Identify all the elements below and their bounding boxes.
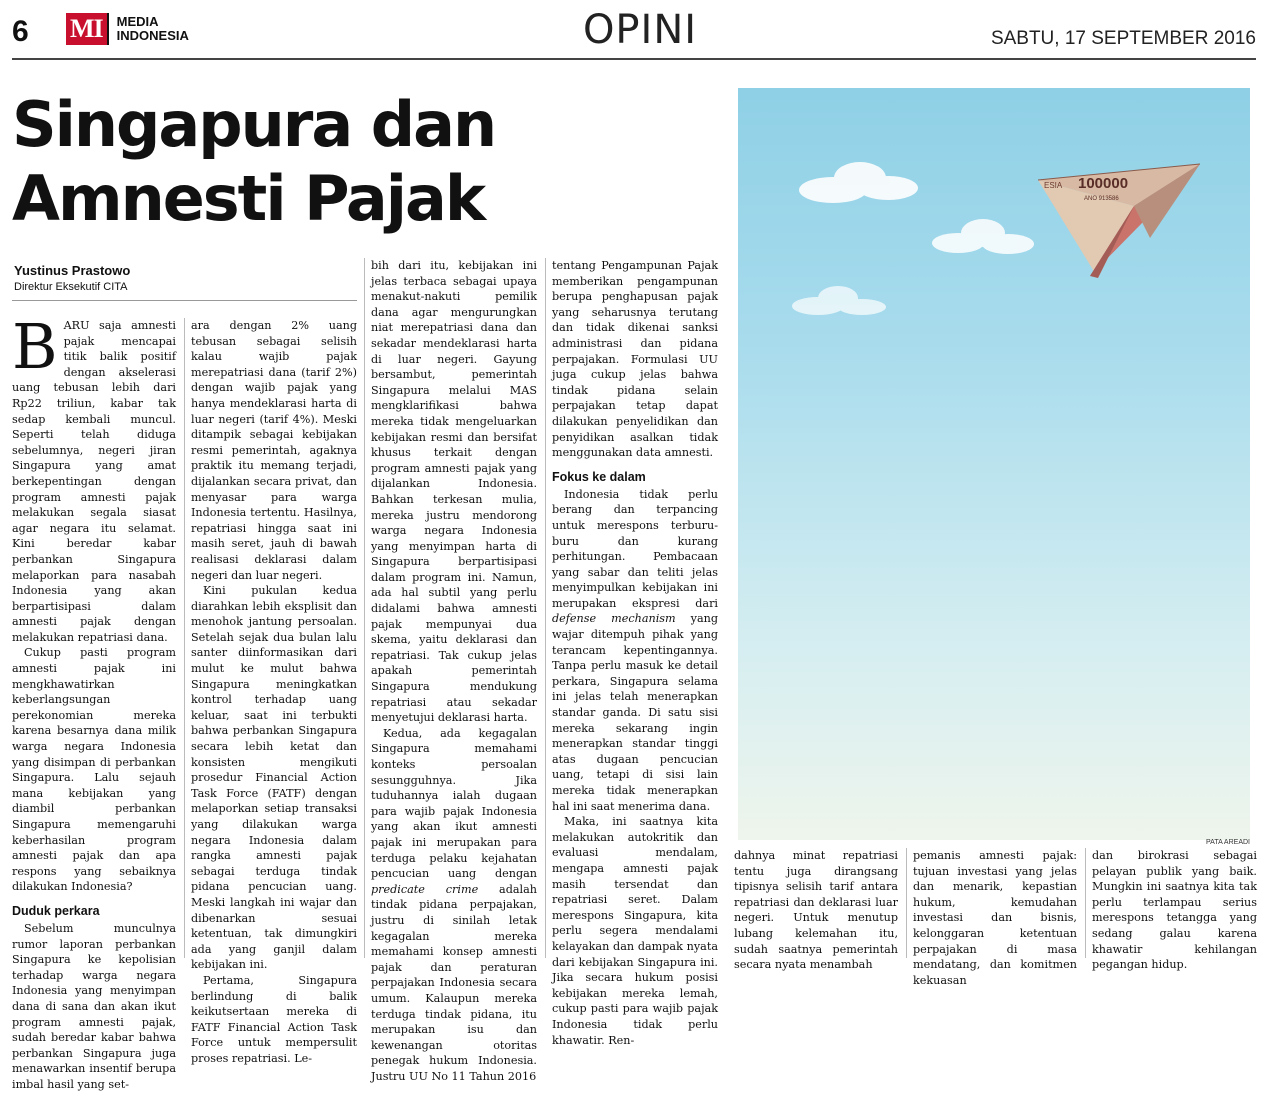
- paragraph-text: Kedua, ada kegagalan Singapura memahami konteks persoalan sesungguhnya. Jika tuduhannya ialah dugaan para wajib pajak Indonesia yang akan ikut amnesti pajak ini merupakan para terduga pelaku kejahatan pencucian uang dengan: [371, 726, 537, 881]
- section-title: OPINI: [582, 7, 698, 53]
- paragraph: pemanis amnesti pajak: tujuan investasi yang jelas dan menarik, kepastian hukum, kemudahan investasi dan bisnis, kelonggaran ketentuan perpajakan di masa mendatang, dan komitmen kekuasan: [913, 849, 1077, 987]
- banknote-paper-plane: [1038, 164, 1200, 278]
- cloud: [799, 162, 918, 203]
- italic-term: predicate crime: [371, 882, 479, 896]
- paragraph: Maka, ini saatnya kita melakukan autokritik dan evaluasi mendalam, mengapa amnesti pajak masih tersendat dan repatriasi seret. Dalam merespons Singapura, kita perlu segera mendalami kelayakan dan dampak nyata dari kebijakan Singapura ini. Jika secara hukum posisi kebijakan mereka lemah, cukup pasti para wajib pajak Indonesia tidak perlu khawatir. Ren-: [552, 815, 718, 1047]
- article-column-5: [734, 848, 898, 973]
- banknote-denomination: 100000: [1078, 175, 1129, 192]
- logo-line-2: INDONESIA: [116, 28, 189, 43]
- banknote-edge-text: ESIA: [1044, 181, 1063, 190]
- paragraph: [371, 726, 537, 1085]
- article-column-4: [552, 258, 718, 1048]
- paragraph-text: ARU saja amnesti pajak mencapai titik balik positif dengan akselerasi uang tebusan lebih dari Rp22 triliun, kabar tak sedap kembali muncul. Seperti telah diduga sebelumnya, negeri jiran Singapura yang amat berkepentingan dengan program amnesti pajak melakukan segala siasat agar negara itu selamat. Kini beredar kabar perbankan Singapura melaporkan para nasabah Indonesia yang akan berpartisipasi dalam amnesti pajak dengan melakukan repatriasi dana.: [12, 319, 176, 644]
- subheading: Fokus ke dalam: [552, 469, 646, 484]
- paragraph: tentang Pengampunan Pajak memberikan pengampunan berupa penghapusan pajak yang seharusnya terutang dan tidak dikenai sanksi administrasi dan pidana perpajakan. Formulasi UU juga cukup jelas bahwa tindak pidana selain perpajakan tetap dapat dilakukan penyelidikan dan penyidikan asalkan tidak menggunakan data amnesti.: [552, 259, 718, 460]
- paragraph: Pertama, Singapura berlindung di balik keikutsertaan mereka di FATF Financial Action Task Force untuk mempersulit proses repatriasi. Le-: [191, 973, 357, 1065]
- paragraph: Cukup pasti program amnesti pajak ini mengkhawatirkan keberlangsungan perekonomian mereka karena besarnya dana milik warga negara Indonesia yang disimpan di perbankan Singapura. Lalu sejauh mana kebijakan yang diambil perbankan Singapura memengaruhi keberhasilan program amnesti pajak dan apa respons yang sebaiknya dilakukan Indonesia?: [12, 646, 176, 894]
- media-indonesia-logo: [66, 12, 187, 46]
- drop-cap: B: [12, 310, 58, 383]
- column-divider: [906, 848, 907, 958]
- illustration: [738, 88, 1250, 840]
- column-divider: [1085, 848, 1086, 958]
- paragraph: Sebelum munculnya rumor laporan perbankan Singapura ke kepolisian terhadap warga negara Indonesia yang menyimpan dana di sana dan akan ikut program amnesti pajak, sudah beredar kabar bahwa perbankan Singapura juga menawarkan insentif berupa imbal hasil yang set-: [12, 921, 176, 1091]
- illustration-credit: PATA AREADI: [1206, 839, 1250, 846]
- article-column-2: [191, 318, 357, 1067]
- banknote-serial: ANO 913586: [1084, 196, 1119, 202]
- paragraph-text: adalah tindak pidana perpajakan, justru di sinilah letak kegagalan mereka memahami konsep amnesti pajak dan peraturan perpajakan Indonesia secara umum. Kalaupun mereka terduga tindak pidana, itu merupakan isu dan kewenangan otoritas penegak hukum Indonesia. Justru UU No 11 Tahun 2016: [371, 882, 538, 1083]
- issue-date: SABTU, 17 SEPTEMBER 2016: [990, 28, 1256, 49]
- headline: [12, 88, 722, 236]
- headline-line-1: Singapura dan: [12, 88, 496, 161]
- author-name: Yustinus Prastowo: [14, 263, 131, 278]
- paragraph-text: yang wajar ditempuh pihak yang terancam kepentingannya. Tanpa perlu masuk ke detail perkara, Singapura selama ini jelas telah menerapkan standar ganda. Di satu sisi mereka sekarang ingin menerapkan standar tinggi atas dugaan pencucian uang, tetapi di sisi lain mereka tidak menerapkan hal ini saat menerima dana.: [552, 612, 718, 813]
- header-rule: [12, 58, 1256, 60]
- column-divider: [364, 258, 365, 958]
- article-column-6: [913, 848, 1077, 988]
- column-divider: [184, 318, 185, 958]
- subheading: Duduk perkara: [12, 903, 100, 918]
- paragraph: [552, 487, 718, 814]
- paragraph: dahnya minat repatriasi tentu juga dirangsang tipisnya selisih tarif antara repatriasi dan deklarasi luar negeri. Untuk menutup lubang kelemahan itu, sudah saatnya pemerintah secara nyata menambah: [734, 849, 898, 972]
- article-column-1: [12, 310, 176, 1093]
- page-number: 6: [12, 15, 29, 48]
- article-column-7: [1092, 848, 1257, 973]
- logo-wordmark: [117, 15, 187, 43]
- article-column-3: [371, 258, 537, 1084]
- logo-line-1: MEDIA: [116, 14, 159, 29]
- paragraph-text: Indonesia tidak perlu berang dan terpancing untuk merespons terburu-buru dan kurang perhitungan. Pembacaan yang sabar dan teliti jelas menyimpulkan kebijakan ini merupakan ekspresi dari: [552, 487, 718, 610]
- illustration-art: [738, 88, 1250, 840]
- logo-divider: [107, 13, 109, 45]
- paragraph: [12, 310, 176, 645]
- paragraph: dan birokrasi sebagai pelayan publik yang baik. Mungkin ini saatnya kita tak perlu terlampau serius merespons tetangga yang sedang galau karena khawatir kehilangan pegangan hidup.: [1092, 849, 1257, 972]
- paragraph: Kini pukulan kedua diarahkan lebih eksplisit dan menohok jantung persoalan. Setelah sejak dua bulan lalu santer diinformasikan dari mulut ke mulut bahwa Singapura meningkatkan kontrol terhadap uang keluar, saat ini terbukti bahwa perbankan Singapura secara lebih ketat dan konsisten mengikuti prosedur Financial Action Task Force (FATF) dengan melaporkan setiap transaksi yang dilakukan warga negara Indonesia dalam rangka amnesti pajak sebagai terduga tindak pidana pencucian uang. Meski langkah ini wajar dan dibenarkan sesuai ketentuan, tak dimungkiri ada yang ganjil dalam kebijakan ini.: [191, 584, 357, 972]
- cloud: [932, 219, 1034, 254]
- author-role: Direktur Eksekutif CITA: [14, 281, 128, 293]
- paragraph: ara dengan 2% uang tebusan sebagai selisih kalau wajib pajak merepatriasi dana (tarif 2%) dengan wajib pajak yang hanya mendeklarasi harta di luar negeri (tarif 4%). Meski ditampik sebagai kebijakan resmi pemerintah, agaknya praktik itu memang terjadi, dijalankan secara privat, dan menyasar para warga Indonesia tertentu. Hasilnya, repatriasi hingga saat ini masih seret, jauh di bawah realisasi deklarasi dalam negeri dan luar negeri.: [191, 319, 357, 582]
- byline-rule: [12, 300, 357, 301]
- italic-term: defense mechanism: [552, 612, 676, 626]
- column-divider: [545, 258, 546, 958]
- paragraph: bih dari itu, kebijakan ini jelas terbaca sebagai upaya menakut-nakuti pemilik dana agar mengurungkan niat merepatriasi dana dan sekadar mendeklarasi harta di luar negeri. Gayung bersambut, pemerintah Singapura melalui MAS mengklarifikasi bahwa mereka tidak mengeluarkan kebijakan resmi dan bersifat khusus terkait dengan program amnesti pajak yang dijalankan Indonesia. Bahkan terkesan mulia, mereka justru mendorong warga negara Indonesia yang menyimpan harta di Singapura berpartisipasi dalam program ini. Namun, ada hal subtil yang perlu didalami bahwa amnesti pajak mempunyai dua skema, yaitu deklarasi dan repatriasi. Tak cukup jelas apakah pemerintah Singapura mendukung repatriasi atau sekadar menyetujui deklarasi harta.: [371, 259, 537, 725]
- logo-mi-mark: MI: [66, 13, 107, 45]
- headline-line-2: Amnesti Pajak: [12, 162, 485, 235]
- cloud: [792, 286, 886, 315]
